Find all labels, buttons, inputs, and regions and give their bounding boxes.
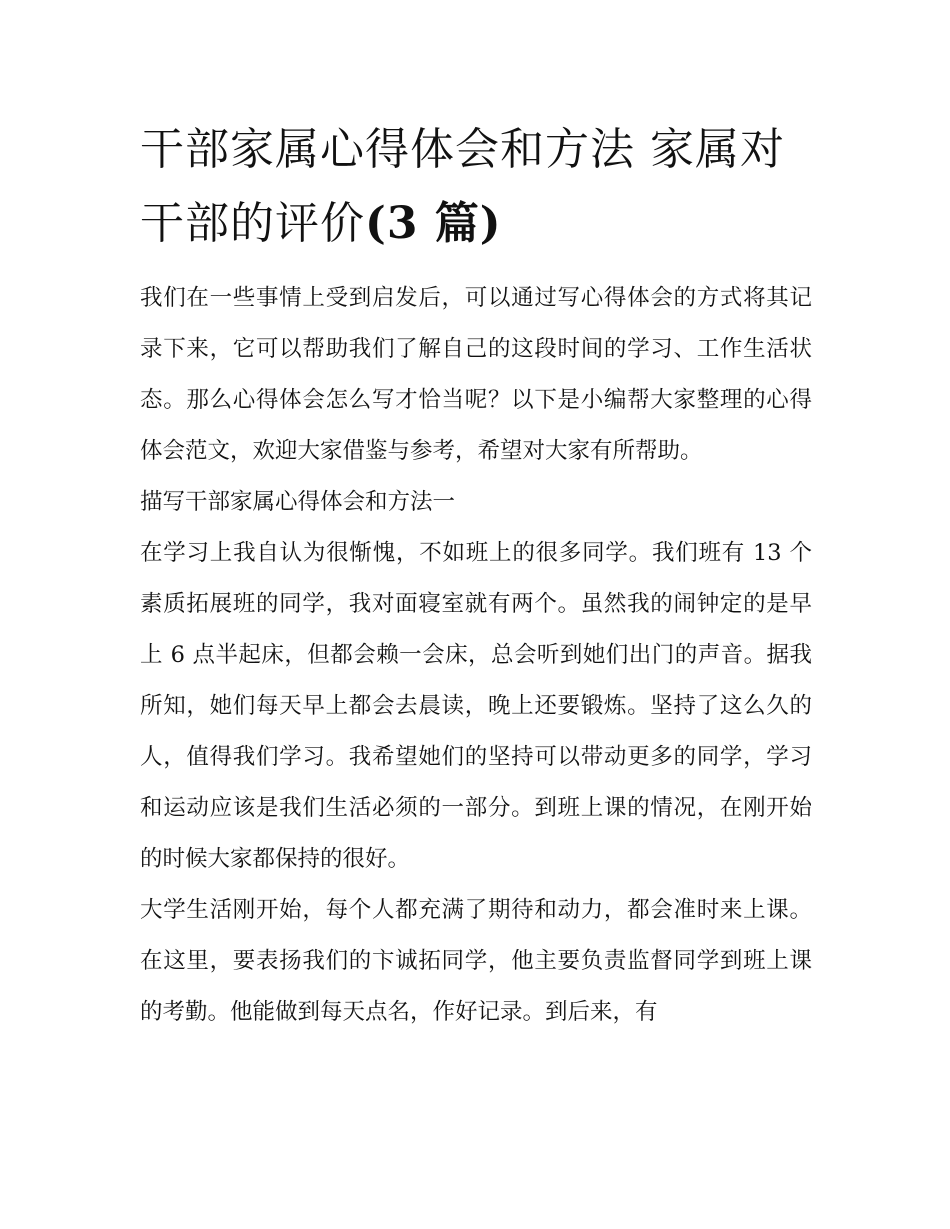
body-paragraph-2: 大学生活刚开始，每个人都充满了期待和动力，都会准时来上课。在这里，要表扬我们的卞诚拓同学，他主要负责监督同学到班上课的考勤。他能做到每天点名，作好记录。到后来，有 (140, 897, 812, 1025)
intro-paragraph: 我们在一些事情上受到启发后，可以通过写心得体会的方式将其记录下来，它可以帮助我们了解自己的这段时间的学习、工作生活状态。那么心得体会怎么写才恰当呢？以下是小编帮大家整理的心得体会范文，欢迎大家借鉴与参考，希望对大家有所帮助。 (140, 285, 812, 464)
body-paragraph-1: 在学习上我自认为很惭愧，不如班上的很多同学。我们班有 13 个素质拓展班的同学，我对面寝室就有两个。虽然我的闹钟定的是早上 6 点半起床，但都会赖一会床，总会听到她们出门的声音。据我所知，她们每天早上都会去晨读，晚上还要锻炼。坚持了这么久的人，值得我们学习。我希望她们的坚持可以带动更多的同学，学习和运动应该是我们生活必须的一部分。到班上课的情况，在刚开始的时候大家都保持的很好。 (140, 540, 812, 872)
title-count: (3 篇) (365, 198, 502, 249)
document-title (140, 113, 812, 261)
title-text: 干部家属心得体会和方法 家属对干部的评价 (140, 124, 785, 249)
document-page (140, 113, 812, 1038)
section-heading: 描写干部家属心得体会和方法一 (140, 489, 456, 515)
